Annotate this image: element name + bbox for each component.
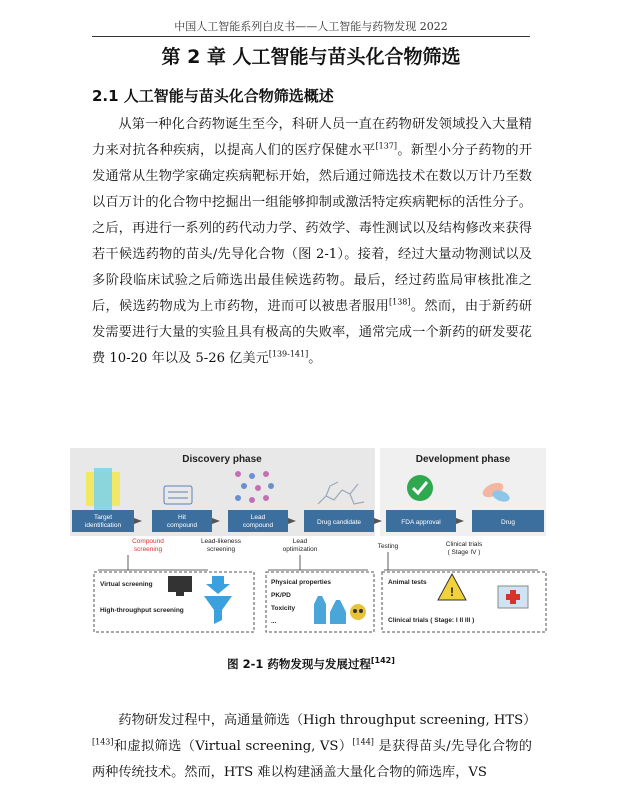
citation[interactable]: [137] <box>375 141 398 151</box>
box-item: High-throughput screening <box>100 607 184 614</box>
citation[interactable]: [143] <box>92 737 114 747</box>
box-item: Animal tests <box>388 579 427 586</box>
body-paragraph-1 <box>92 112 532 372</box>
svg-text:!: ! <box>450 585 454 599</box>
check-icon <box>407 475 433 501</box>
flask-icon <box>314 596 346 624</box>
stage-label: Drug <box>500 519 516 526</box>
header-divider <box>92 36 530 37</box>
stage-label: compound <box>166 522 198 529</box>
box-item: Toxicity <box>271 605 296 612</box>
compound-screening-label: screening <box>133 546 163 553</box>
discovery-phase-label: Discovery phase <box>182 454 262 465</box>
stage-label: Target <box>93 514 113 521</box>
paragraph-text: 从第一种化合药物诞生至今，科研人员一直在药物研发领域投入大量精力来对抗各种疾病，以提高人们的医疗保健水平 <box>92 117 532 158</box>
box-item: PK/PD <box>271 592 291 599</box>
stage-label: FDA approval <box>401 519 441 526</box>
paragraph-text: 。然而，由于新药研发需要进行大量的实验且具有极高的失败率，通常完成一个新药的研发要花费 10-20 年以及 5-26 亿美元 <box>92 299 533 366</box>
compound-screening-label: Compound <box>132 538 164 545</box>
citation[interactable]: [144] <box>352 737 374 747</box>
drug-discovery-figure <box>68 446 548 642</box>
paragraph-text: 。 <box>308 351 322 366</box>
box-item: Virtual screening <box>100 581 153 588</box>
skull-icon <box>350 604 366 620</box>
citation[interactable]: [138] <box>389 297 411 307</box>
stage-label: Drug candidate <box>316 519 362 526</box>
stage-label: Hit <box>178 514 186 521</box>
stage-label: compound <box>242 522 274 529</box>
body-paragraph-2 <box>92 708 537 786</box>
lead-likeness-label: screening <box>206 546 236 553</box>
paragraph-text: 是获得苗头/先导化合物的两种传统技术。然而，HTS 难以构建涵盖大量化合物的筛选库，VS <box>92 739 532 780</box>
warning-icon <box>438 574 466 600</box>
paragraph-text: 药物研发过程中，高通量筛选（High throughput screening, HTS） <box>118 713 537 728</box>
clinical-trials-iv-label: ( Stage IV ) <box>447 549 481 556</box>
paragraph-text: 和虚拟筛选（Virtual screening, VS） <box>113 739 353 754</box>
paragraph-text: 。新型小分子药物的开发通常从生物学家确定疾病靶标开始，然后通过筛选技术在数以万计乃至数以百万计的化合物中挖掘出一组能够抑制或激活特定疾病靶标的活性分子。之后，再进行一系列的药代动力学、药效学、毒性测试以及结构修改来获得若干候选药物的苗头/先导化合物（图 2-1）。接着，经过大量动物测试以及多阶段临床试验之后筛选出最佳候选药物。最后，经过药监局审核批准之后，候选药物成为上市药物，进而可以被患者服用 <box>92 143 533 314</box>
section-title: 2.1 人工智能与苗头化合物筛选概述 <box>92 87 334 105</box>
monitor-icon <box>168 576 192 596</box>
running-header: 中国人工智能系列白皮书——人工智能与药物发现 2022 <box>174 20 448 33</box>
medical-kit-icon <box>498 586 528 608</box>
lead-optimization-label: Lead <box>292 538 308 545</box>
chapter-title: 第 2 章 人工智能与苗头化合物筛选 <box>161 46 461 68</box>
lead-likeness-label: Lead-likeness <box>200 538 242 545</box>
box-item: Clinical trials ( Stage: I II III ) <box>388 617 475 624</box>
lead-optimization-label: optimization <box>282 546 318 553</box>
citation[interactable]: [142] <box>370 656 395 666</box>
citation[interactable]: [139-141] <box>268 349 309 359</box>
box-item: Physical properties <box>271 579 331 586</box>
clinical-trials-iv-label: Clinical trials <box>445 541 483 548</box>
figure-caption <box>0 656 622 672</box>
stage-label: Lead <box>250 514 266 521</box>
caption-text: 图 2-1 药物发现与发展过程 <box>227 657 371 671</box>
funnel-icon <box>204 576 232 624</box>
stage-label: identification <box>84 522 122 529</box>
development-phase-label: Development phase <box>415 454 511 465</box>
testing-label: Testing <box>377 543 399 550</box>
box-item: ... <box>271 618 277 625</box>
